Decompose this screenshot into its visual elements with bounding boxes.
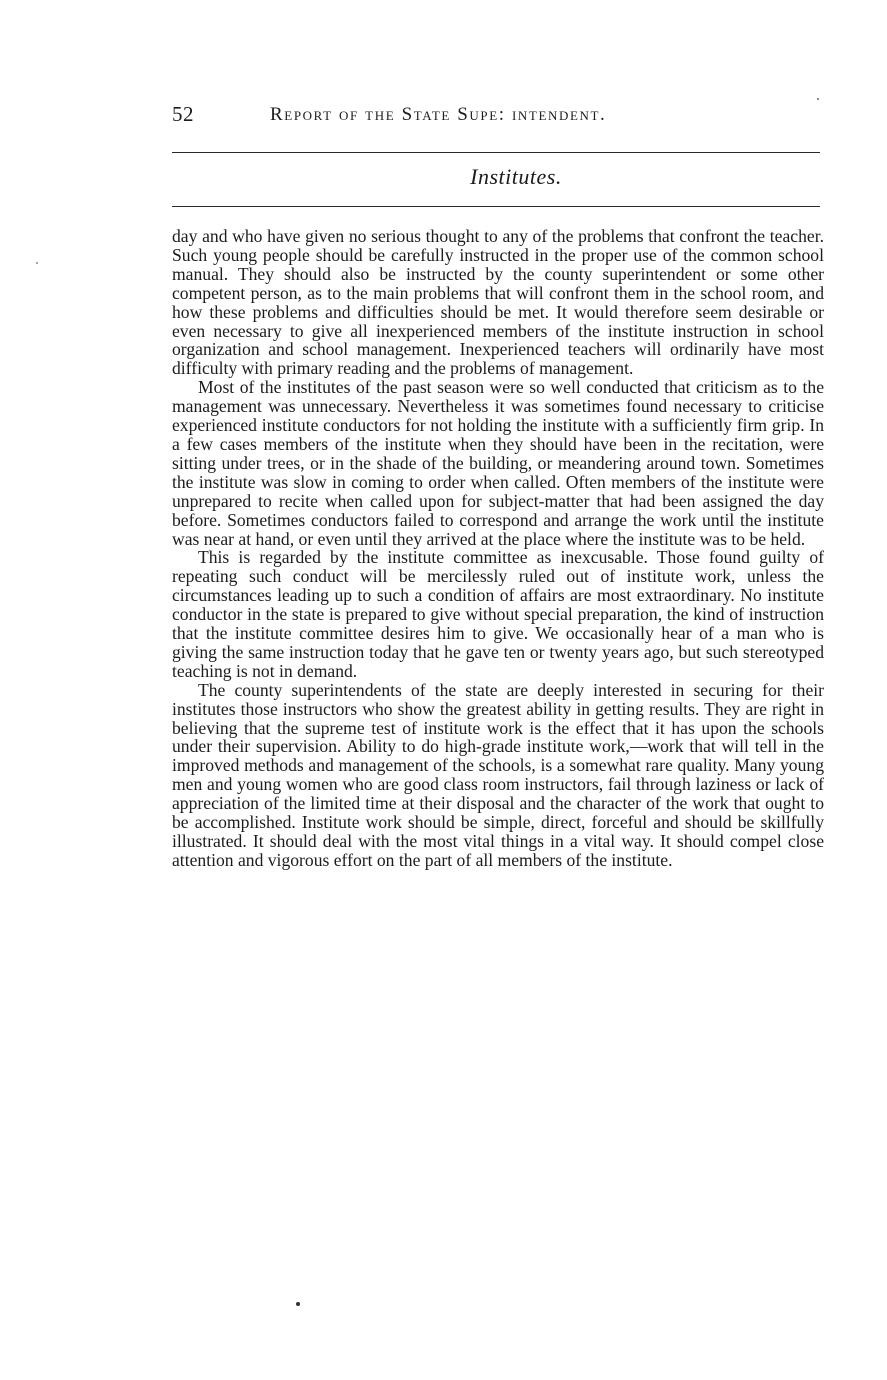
ink-speck [817,98,819,100]
ink-speck [296,1302,300,1306]
section-title: Institutes. [470,164,562,189]
running-head [172,100,822,130]
bottom-rule [172,206,820,207]
paragraph-4: The county superintendents of the state are deeply interested in securing for their institutes those instructors who show the greatest ability in getting results. They are right in believing that the supreme test of institute work is the effect that it has upon the schools under their supervision. Ability to do high-grade institute work,—work that will tell in the improved methods and management of the schools, is a somewhat rare quality. Many young men and young women who are good class room instructors, fail through laziness or lack of appreciation of the limited time at their disposal and the character of the work that ought to be accomplished. Institute work should be simple, direct, forceful and should be skillfully illustrated. It should deal with the most vital things in a vital way. It should compel close attention and vigorous effort on the part of all members of the institute. [172,679,824,870]
running-title: Report of the State Supe: intendent. [270,104,607,125]
paragraph-1: day and who have given no serious thought to any of the problems that confront the teacher. Such young people should be carefully instructed in the proper use of the common school manual. They should also be instructed by the county superintendent or some other competent person, as to the main problems that will confront them in the school room, and how these problems and difficulties should be met. It would therefore seem desirable or even necessary to give all inexperienced members of the institute instruction in school organization and school management. Inexperienced teachers will ordinarily have most difficulty with primary reading and the problems of management. [172,226,824,379]
paragraph-2: Most of the institutes of the past season were so well conducted that criticism as to the management was unnecessary. Nevertheless it was sometimes found necessary to criticise experienced institute conductors for not holding the institute with a sufficiently firm grip. In a few cases members of the institute when they should have been in the recitation, were sitting under trees, or in the shade of the building, or meandering around town. Sometimes the institute was slow in coming to order when called. Often members of the institute were unprepared to recite when called upon for subject-matter that had been assigned the day before. Sometimes conductors failed to correspond and arrange the work until the institute was near at hand, or even until they arrived at the place where the institute was to be held. [172,377,824,549]
top-rule [172,152,820,153]
body-text [172,227,824,870]
ink-speck [36,262,38,264]
page-number: 52 [172,102,194,126]
paragraph-3: This is regarded by the institute committee as inexcusable. Those found guilty of repeating such conduct will be mercilessly ruled out of institute work, unless the circumstances leading up to such a condition of affairs are most extraordinary. No institute conductor in the state is prepared to give without special preparation, the kind of instruction that the institute committee desires him to give. We occasionally hear of a man who is giving the same instruction today that he gave ten or twenty years ago, but such stereotyped teaching is not in demand. [172,547,824,681]
